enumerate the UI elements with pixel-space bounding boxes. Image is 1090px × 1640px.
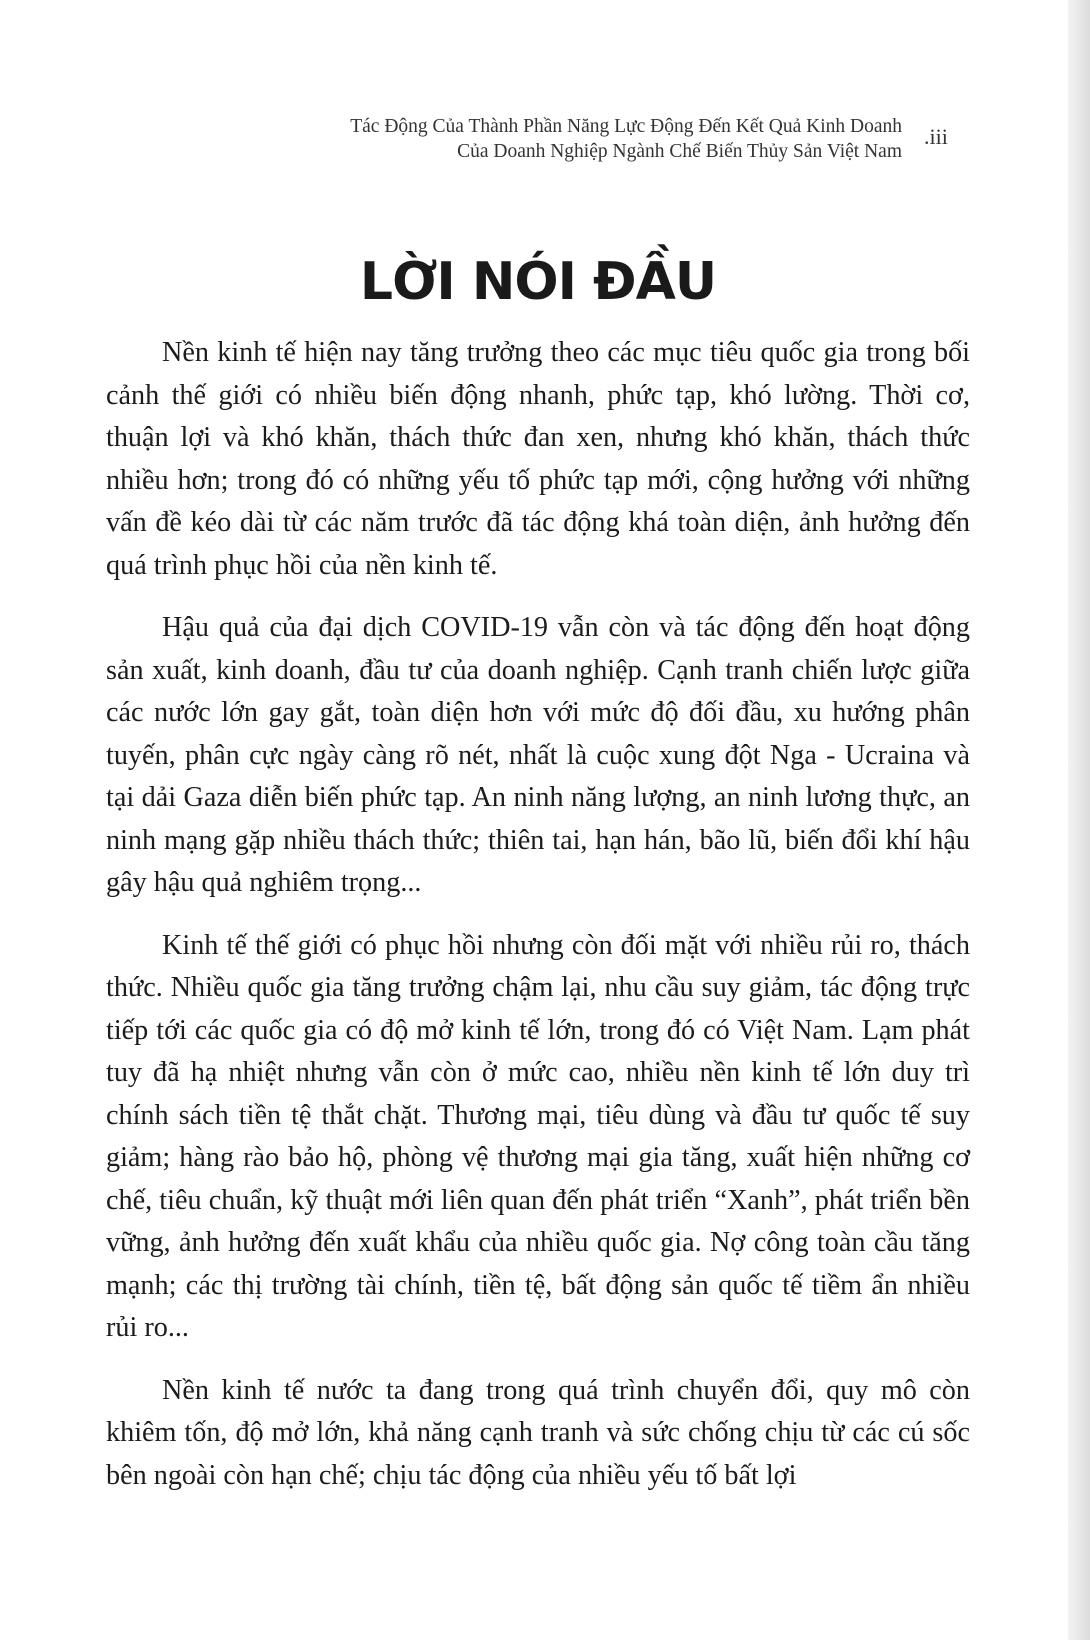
body-text <box>106 332 970 1497</box>
paragraph-1: Nền kinh tế hiện nay tăng trưởng theo các mục tiêu quốc gia trong bối cảnh thế giới có nhiều biến động nhanh, phức tạp, khó lường. Thời cơ, thuận lợi và khó khăn, thách thức đan xen, nhưng khó khăn, thách thức nhiều hơn; trong đó có những yếu tố phức tạp mới, cộng hưởng với những vấn đề kéo dài từ các năm trước đã tác động khá toàn diện, ảnh hưởng đến quá trình phục hồi của nền kinh tế. <box>106 337 970 581</box>
paragraph-3: Kinh tế thế giới có phục hồi nhưng còn đối mặt với nhiều rủi ro, thách thức. Nhiều quốc gia tăng trưởng chậm lại, nhu cầu suy giảm, tác động trực tiếp tới các quốc gia có độ mở kinh tế lớn, trong đó có Việt Nam. Lạm phát tuy đã hạ nhiệt nhưng vẫn còn ở mức cao, nhiều nền kinh tế lớn duy trì chính sách tiền tệ thắt chặt. Thương mại, tiêu dùng và đầu tư quốc tế suy giảm; hàng rào bảo hộ, phòng vệ thương mại gia tăng, xuất hiện những cơ chế, tiêu chuẩn, kỹ thuật mới liên quan đến phát triển “Xanh”, phát triển bền vững, ảnh hưởng đến xuất khẩu của nhiều quốc gia. Nợ công toàn cầu tăng mạnh; các thị trường tài chính, tiền tệ, bất động sản quốc tế tiềm ẩn nhiều rủi ro... <box>106 929 970 1343</box>
running-header <box>230 114 902 164</box>
running-header-line-1: Tác Động Của Thành Phần Năng Lực Động Đến Kết Quả Kinh Doanh <box>350 116 902 137</box>
page-edge-shadow <box>1068 0 1090 1640</box>
paragraph-2: Hậu quả của đại dịch COVID-19 vẫn còn và tác động đến hoạt động sản xuất, kinh doanh, đầu tư của doanh nghiệp. Cạnh tranh chiến lược giữa các nước lớn gay gắt, toàn diện hơn với mức độ đối đầu, xu hướng phân tuyến, phân cực ngày càng rõ nét, nhất là cuộc xung đột Nga - Ucraina và tại dải Gaza diễn biến phức tạp. An ninh năng lượng, an ninh lương thực, an ninh mạng gặp nhiều thách thức; thiên tai, hạn hán, bão lũ, biến đổi khí hậu gây hậu quả nghiêm trọng... <box>106 612 970 898</box>
paragraph-4: Nền kinh tế nước ta đang trong quá trình chuyển đổi, quy mô còn khiêm tốn, độ mở lớn, khả năng cạnh tranh và sức chống chịu từ các cú sốc bên ngoài còn hạn chế; chịu tác động của nhiều yếu tố bất lợi <box>106 1374 970 1491</box>
running-header-line-2: Của Doanh Nghiệp Ngành Chế Biến Thủy Sản Việt Nam <box>457 141 902 162</box>
chapter-title: LỜI NÓI ĐẦU <box>359 252 717 312</box>
page-number: .iii <box>924 124 948 149</box>
